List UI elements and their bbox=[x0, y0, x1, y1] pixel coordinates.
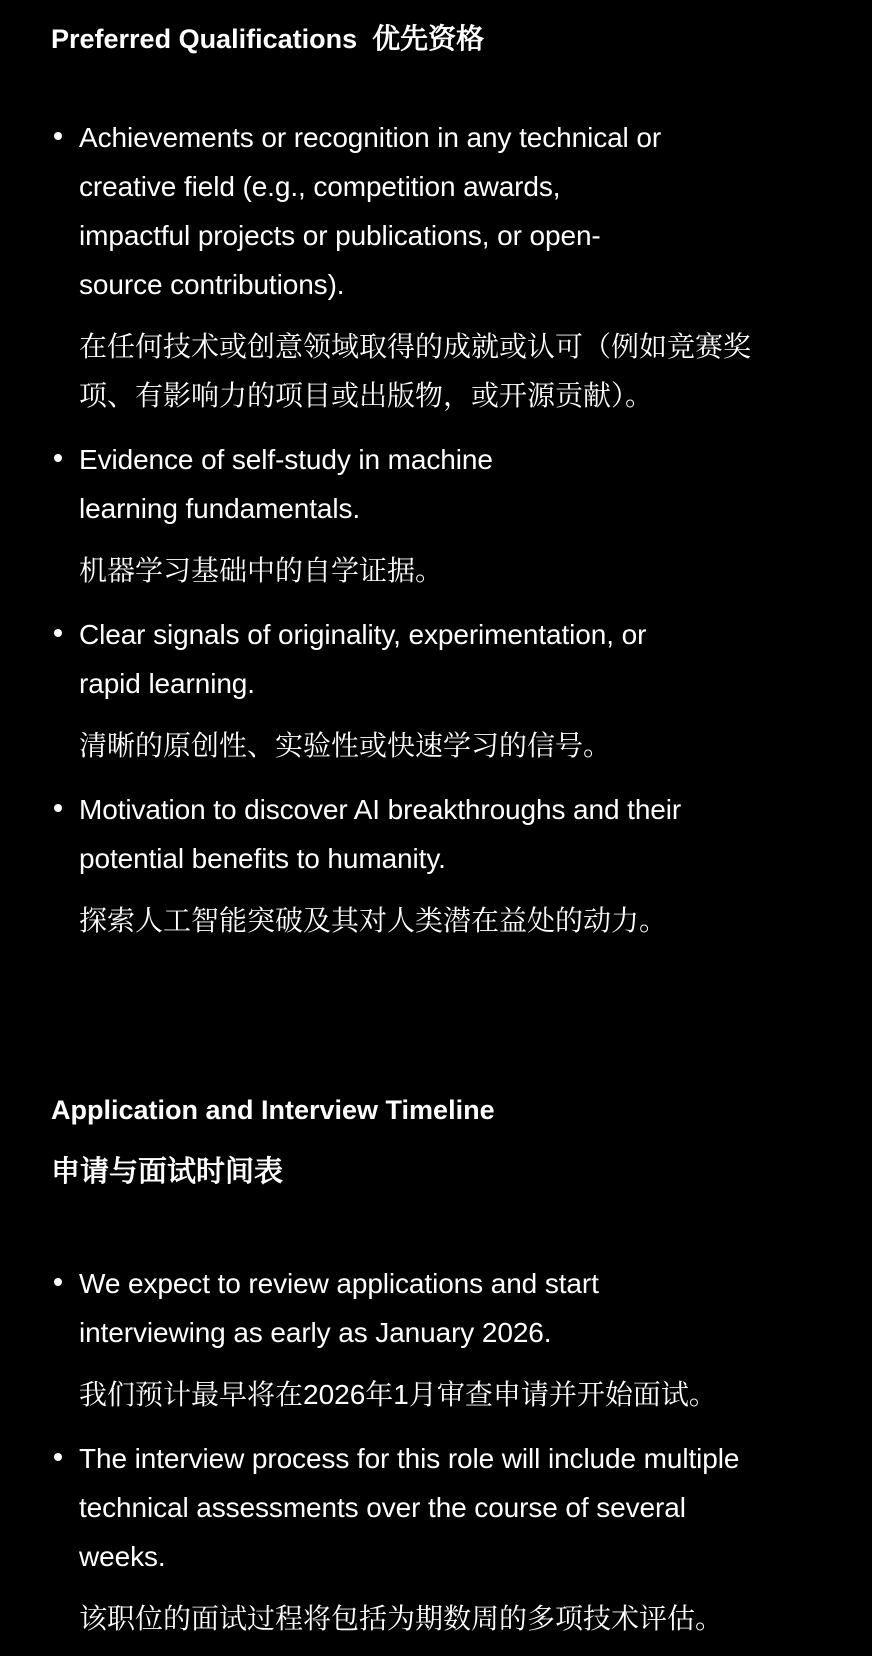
preferred-qualifications-header bbox=[51, 22, 791, 56]
bullet-icon bbox=[54, 804, 62, 812]
item-text-cn: 探索人工智能突破及其对人类潜在益处的动力。 bbox=[79, 905, 668, 936]
timeline-header bbox=[51, 1093, 791, 1127]
list-item bbox=[51, 1259, 791, 1419]
item-text-cn: 该职位的面试过程将包括为期数周的多项技术评估。 bbox=[79, 1603, 724, 1634]
item-text-cn: 我们预计最早将在2026年1月审查申请并开始面试。 bbox=[79, 1379, 717, 1410]
preferred-qualifications-list bbox=[51, 113, 791, 945]
section-title bbox=[51, 22, 791, 56]
bullet-icon bbox=[54, 1278, 62, 1286]
bullet-icon bbox=[54, 454, 62, 462]
item-text-en: The interview process for this role will include multiple technical assessments over the course of several weeks. bbox=[79, 1443, 740, 1572]
section-title-en: Application and Interview Timeline bbox=[51, 1095, 495, 1125]
section-title-en: Preferred Qualifications bbox=[51, 24, 358, 54]
timeline-list bbox=[51, 1259, 791, 1643]
section-title-cn: 优先资格 bbox=[372, 23, 485, 54]
item-text-cn: 机器学习基础中的自学证据。 bbox=[79, 555, 444, 586]
bullet-icon bbox=[54, 629, 62, 637]
list-item bbox=[51, 785, 791, 945]
item-text-en: Achievements or recognition in any technical or creative field (e.g., competition awards, impactful projects or publications, or open-source contributions). bbox=[79, 122, 662, 300]
list-item bbox=[51, 610, 791, 770]
timeline-header-cn bbox=[51, 1155, 791, 1189]
item-text-en: Clear signals of originality, experimentation, or rapid learning. bbox=[79, 619, 647, 699]
item-text-en: Motivation to discover AI breakthroughs and their potential benefits to humanity. bbox=[79, 794, 682, 874]
bullet-list bbox=[51, 113, 791, 945]
item-text-en: Evidence of self-study in machine learning fundamentals. bbox=[79, 444, 493, 524]
bullet-list bbox=[51, 1259, 791, 1643]
list-item bbox=[51, 1434, 791, 1643]
list-item bbox=[51, 113, 752, 420]
list-item bbox=[51, 435, 791, 595]
bullet-icon bbox=[54, 132, 62, 140]
item-text-cn: 在任何技术或创意领域取得的成就或认可（例如竞赛奖项、有影响力的项目或出版物，或开源贡献）。 bbox=[79, 331, 752, 411]
section-title-cn: 申请与面试时间表 bbox=[51, 1156, 284, 1188]
item-text-en: We expect to review applications and start interviewing as early as January 2026. bbox=[79, 1268, 599, 1348]
item-text-cn: 清晰的原创性、实验性或快速学习的信号。 bbox=[79, 730, 612, 761]
bullet-icon bbox=[54, 1453, 62, 1461]
